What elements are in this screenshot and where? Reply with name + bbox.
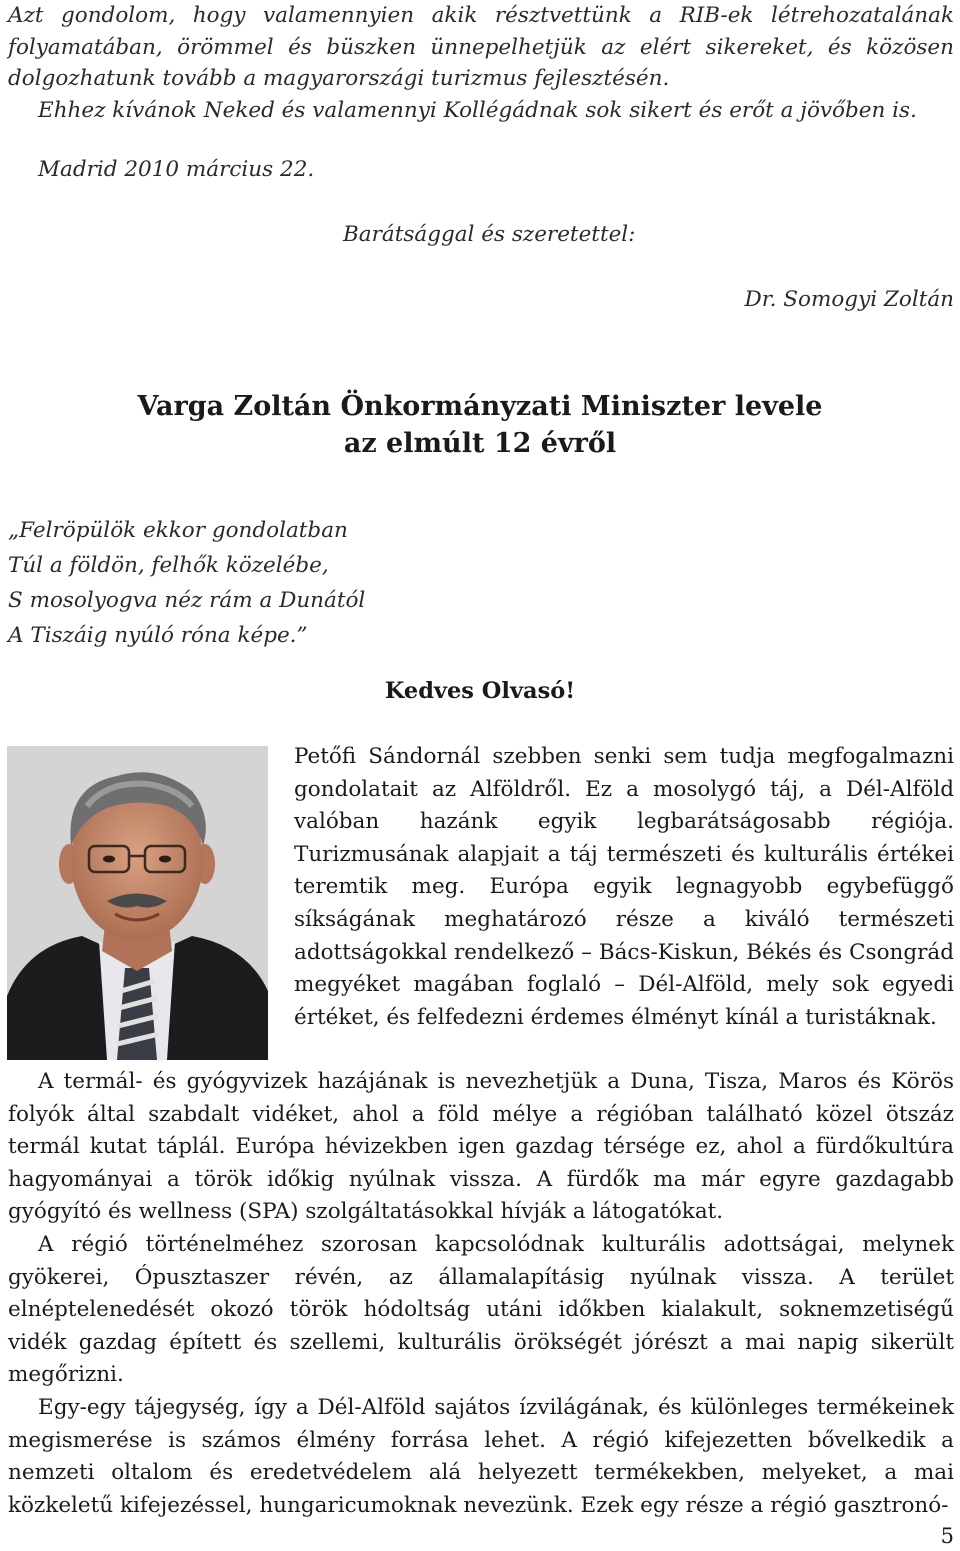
article-column-text (294, 741, 954, 1034)
letter-date: Madrid 2010 március 22. (38, 157, 315, 182)
poem-line: S mosolyogva néz rám a Dunától (8, 588, 366, 613)
article-paragraph: Egy-egy tájegység, így a Dél-Alföld sajátos ízvilágának, és különleges termékeinek megismerése is számos élmény forrása lehet. A régió kifejezetten bővelkedik a nemzeti oltalom és eredetvédelem alá helyezett termékekben, melyeket, a mai közkeletű kifejezéssel, hungaricumoknak nevezünk. Ezek egy része a régió gasztronó- (8, 1394, 954, 1518)
author-portrait (7, 746, 268, 1060)
article-title (0, 388, 960, 462)
article-title-line: az elmúlt 12 évről (343, 428, 617, 459)
letter-signature: Dr. Somogyi Zoltán (744, 287, 954, 312)
intro-paragraph: Ehhez kívánok Neked és valamennyi Kollégádnak sok sikert és erőt a jövőben is. (38, 97, 917, 123)
poem-quote (8, 513, 365, 653)
intro-block (8, 0, 954, 126)
article-body (8, 1066, 954, 1522)
portrait-illustration (7, 746, 268, 1060)
article-paragraph: Petőfi Sándornál szebben senki sem tudja megfogalmazni gondolatait az Alföldről. Ez a mosolygó táj, a Dél-Alföld valóban hazánk egyik legbarátságosabb régiója. Turizmusának alapjait a táj természeti és kulturális értékei teremtik meg. Európa egyik legnagyobb egybefüggő síkságának meghatározó része a kiváló természeti adottságokkal rendelkező – Bács-Kiskun, Békés és Csongrád megyéket magában foglaló – Dél-Alföld, mely sok egyedi értéket, és felfedezni érdemes élményt kínál a turistáknak. (294, 744, 954, 1030)
poem-line: Túl a földön, felhők közelébe, (8, 553, 329, 578)
article-title-line: Varga Zoltán Önkormányzati Miniszter levele (137, 391, 823, 422)
article-paragraph: A régió történelméhez szorosan kapcsolódnak kulturális adottságai, melynek gyökerei, Ópusztaszer révén, az államalapításig nyúlnak vissza. A terület elnéptelenedését okozó török hódoltság utáni időkben kialakult, soknemzetiségű vidék gazdag épített és szellemi, kulturális örökségét jórészt a mai napig sikerült megőrizni. (8, 1231, 954, 1388)
greeting: Kedves Olvasó! (384, 678, 576, 704)
letter-closing: Barátsággal és szeretettel: (343, 222, 636, 247)
poem-line: A Tiszáig nyúló róna képe.” (8, 623, 308, 648)
poem-line: „Felröpülök ekkor gondolatban (8, 518, 348, 543)
article-paragraph: A termál- és gyógyvizek hazájának is nevezhetjük a Duna, Tisza, Maros és Körös folyók által szabdalt vidéket, ahol a föld mélye a régióban található közel ötszáz termál kutat táplál. Európa hévizekben igen gazdag térsége ez, ahol a fürdőkultúra hagyományai a török időkig nyúlnak vissza. A fürdők ma már egyre gazdagabb gyógyító és wellness (SPA) szolgáltatásokkal hívják a látogatókat. (8, 1069, 954, 1225)
page-number: 5 (940, 1524, 954, 1548)
intro-paragraph: Azt gondolom, hogy valamennyien akik résztvettünk a RIB-ek létrehozatalának folyamatában, örömmel és büszken ünnepelhetjük az elért sikereket, és közösen dolgozhatunk tovább a magyarországi turizmus fejlesztésén. (8, 3, 954, 91)
